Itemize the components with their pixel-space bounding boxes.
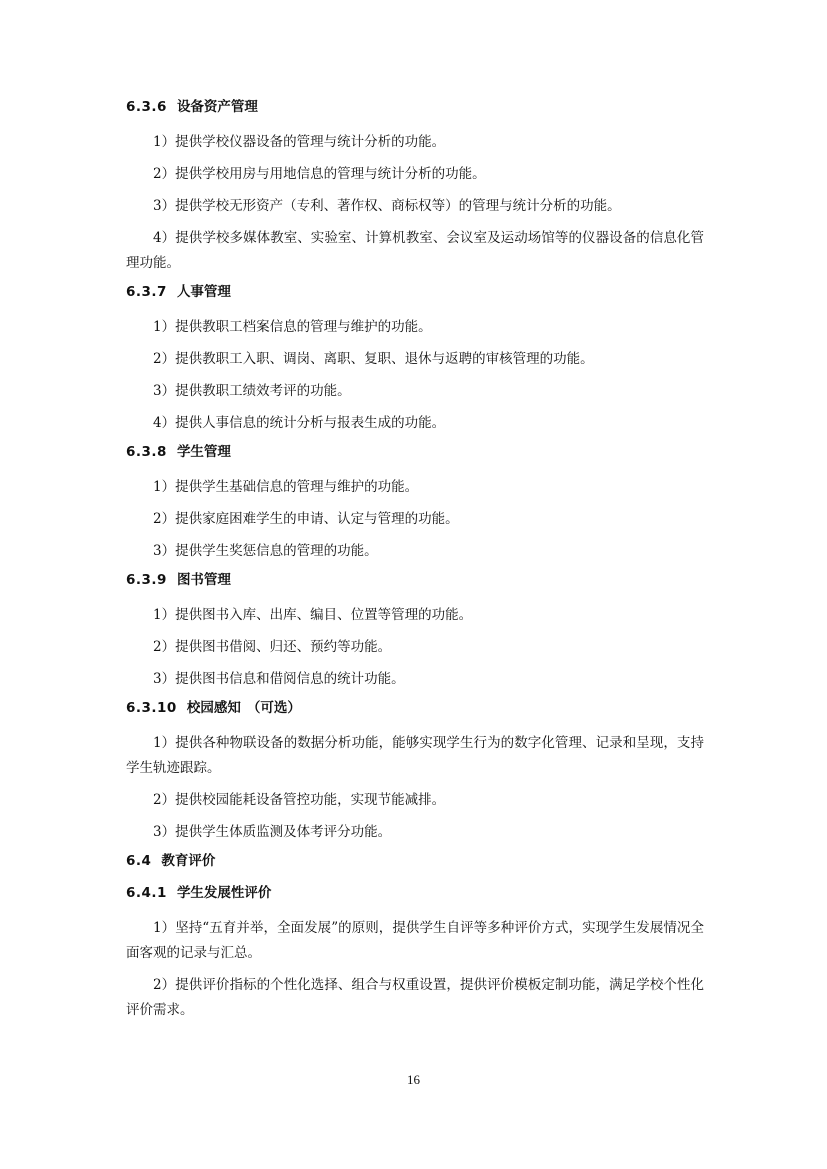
list-item: 1）提供教职工档案信息的管理与维护的功能。	[153, 319, 432, 335]
list-item: 1）提供学生基础信息的管理与维护的功能。	[153, 479, 419, 495]
section-number: 6.3.6	[126, 99, 167, 115]
section-heading-6-3-6	[126, 98, 704, 130]
list-item: 2）提供评价指标的个性化选择、组合与权重设置，提供评价模板定制功能，满足学校个性化评价需求。	[126, 977, 704, 1018]
page-content	[126, 98, 704, 1030]
section-number: 6.4	[126, 853, 152, 869]
list-item: 2）提供家庭困难学生的申请、认定与管理的功能。	[153, 511, 459, 527]
list-item: 3）提供图书信息和借阅信息的统计功能。	[153, 671, 405, 687]
list-item: 3）提供学生奖惩信息的管理的功能。	[153, 543, 378, 559]
list-item: 1）提供各种物联设备的数据分析功能，能够实现学生行为的数字化管理、记录和呈现，支持学生轨迹跟踪。	[126, 735, 704, 776]
list-item: 1）提供图书入库、出库、编目、位置等管理的功能。	[153, 607, 473, 623]
list-item: 2）提供图书借阅、归还、预约等功能。	[153, 639, 392, 655]
list-item: 1）坚持“五育并举，全面发展”的原则，提供学生自评等多种评价方式，实现学生发展情况全面客观的记录与汇总。	[126, 920, 704, 961]
section-number: 6.3.8	[126, 444, 167, 460]
list-item: 1）提供学校仪器设备的管理与统计分析的功能。	[153, 134, 446, 150]
section-heading-6-3-10	[126, 699, 704, 731]
section-title: 人事管理	[176, 284, 231, 300]
list-item: 3）提供学校无形资产（专利、著作权、商标权等）的管理与统计分析的功能。	[153, 198, 621, 214]
section-title: 校园感知	[186, 700, 241, 716]
section-title: 教育评价	[161, 853, 216, 869]
section-number: 6.4.1	[126, 885, 167, 901]
section-number: 6.3.7	[126, 284, 167, 300]
list-item: 4）提供学校多媒体教室、实验室、计算机教室、会议室及运动场馆等的仪器设备的信息化管理功能。	[126, 230, 704, 271]
section-title: 学生管理	[176, 444, 231, 460]
list-item: 2）提供学校用房与用地信息的管理与统计分析的功能。	[153, 166, 486, 182]
section-number: 6.3.10	[126, 700, 177, 716]
list-item: 3）提供学生体质监测及体考评分功能。	[153, 824, 392, 840]
section-number: 6.3.9	[126, 572, 167, 588]
section-heading-6-3-9	[126, 571, 704, 603]
section-heading-6-4-1	[126, 884, 704, 916]
list-item: 2）提供教职工入职、调岗、离职、复职、退休与返聘的审核管理的功能。	[153, 351, 594, 367]
list-item: 4）提供人事信息的统计分析与报表生成的功能。	[153, 415, 446, 431]
section-heading-6-4	[126, 852, 704, 884]
optional-tag: （可选）	[246, 700, 301, 716]
page-number: 16	[407, 1072, 420, 1087]
list-item: 3）提供教职工绩效考评的功能。	[153, 383, 351, 399]
section-heading-6-3-8	[126, 443, 704, 475]
section-title: 设备资产管理	[176, 99, 258, 115]
section-title: 图书管理	[176, 572, 231, 588]
section-title: 学生发展性评价	[176, 885, 272, 901]
section-heading-6-3-7	[126, 283, 704, 315]
list-item: 2）提供校园能耗设备管控功能，实现节能减排。	[153, 792, 446, 808]
